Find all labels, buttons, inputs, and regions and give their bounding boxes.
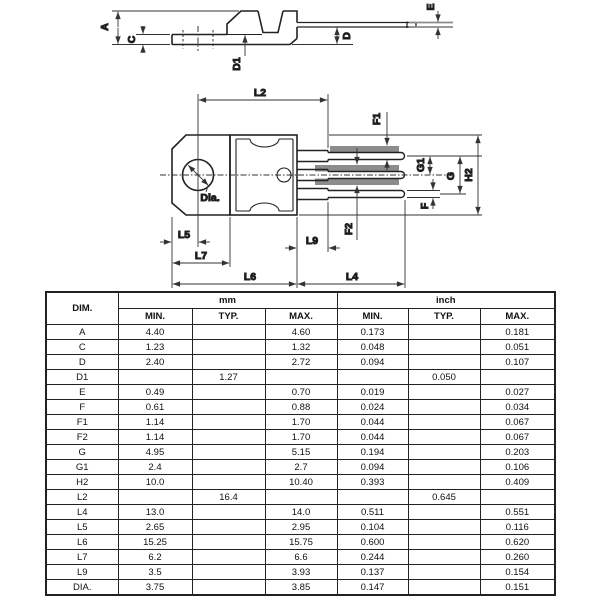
header-dim: DIM.: [46, 292, 118, 325]
dim-cell: A: [46, 325, 118, 340]
inch-typ-cell: [408, 385, 480, 400]
mm-max-cell: 0.88: [265, 400, 337, 415]
dim-label-F1: F1: [370, 112, 383, 126]
dim-label-F2: F2: [342, 222, 355, 236]
dim-label-C: C: [125, 35, 138, 44]
side-extension-lines: [112, 11, 353, 45]
dim-cell: L5: [46, 520, 118, 535]
front-view: [160, 87, 482, 288]
side-lead: [297, 22, 416, 29]
dim-cell: C: [46, 340, 118, 355]
side-dimension-lines: [118, 11, 438, 56]
inch-max-cell: 0.106: [480, 460, 555, 475]
dim-label-G: G: [444, 171, 457, 181]
side-tab: [172, 35, 227, 45]
lead-3: [297, 189, 405, 200]
dim-cell: L4: [46, 505, 118, 520]
mm-min-cell: 3.75: [118, 580, 192, 596]
inch-max-cell: 0.260: [480, 550, 555, 565]
mm-min-cell: 0.61: [118, 400, 192, 415]
mm-min-cell: 2.40: [118, 355, 192, 370]
mm-typ-cell: [192, 340, 265, 355]
dim-label-L6: L6: [243, 271, 257, 283]
mm-min-cell: 10.0: [118, 475, 192, 490]
table-row: [46, 535, 555, 550]
inch-typ-cell: [408, 415, 480, 430]
dim-cell: F1: [46, 415, 118, 430]
inch-typ-cell: [408, 550, 480, 565]
mm-max-cell: 10.40: [265, 475, 337, 490]
dim-label-A: A: [98, 23, 111, 31]
mm-min-cell: 1.14: [118, 430, 192, 445]
inch-min-cell: 0.511: [337, 505, 408, 520]
inch-max-cell: 0.027: [480, 385, 555, 400]
inch-typ-cell: [408, 520, 480, 535]
inch-typ-cell: [408, 535, 480, 550]
mm-min-cell: 15.25: [118, 535, 192, 550]
inch-min-cell: 0.019: [337, 385, 408, 400]
inch-typ-cell: [408, 475, 480, 490]
inch-max-cell: [480, 370, 555, 385]
inch-typ-cell: 0.050: [408, 370, 480, 385]
inch-max-cell: 0.551: [480, 505, 555, 520]
mm-typ-cell: [192, 520, 265, 535]
bottom-cutout: [250, 203, 279, 211]
table-row: [46, 490, 555, 505]
dim-cell: L7: [46, 550, 118, 565]
inch-typ-cell: [408, 580, 480, 596]
inch-max-cell: 0.203: [480, 445, 555, 460]
mm-min-cell: 4.95: [118, 445, 192, 460]
inch-typ-cell: [408, 445, 480, 460]
table-row: [46, 475, 555, 490]
mm-typ-cell: 1.27: [192, 370, 265, 385]
inch-max-cell: [480, 490, 555, 505]
mm-typ-cell: [192, 445, 265, 460]
table-subheader-row: [46, 309, 555, 325]
mm-min-cell: 0.49: [118, 385, 192, 400]
inch-min-cell: 0.044: [337, 415, 408, 430]
inch-min-cell: 0.600: [337, 535, 408, 550]
header-inch-typ: TYP.: [408, 309, 480, 325]
table-row: [46, 430, 555, 445]
dim-label-dia: Dia.: [200, 192, 220, 204]
table-row: [46, 445, 555, 460]
inch-typ-cell: [408, 400, 480, 415]
dim-cell: F: [46, 400, 118, 415]
mm-max-cell: 14.0: [265, 505, 337, 520]
mm-min-cell: 2.4: [118, 460, 192, 475]
mm-typ-cell: [192, 565, 265, 580]
inch-typ-cell: [408, 325, 480, 340]
inch-min-cell: 0.024: [337, 400, 408, 415]
front-extension-lines: [172, 94, 482, 288]
mm-max-cell: 1.32: [265, 340, 337, 355]
inch-max-cell: 0.051: [480, 340, 555, 355]
table-row: [46, 550, 555, 565]
inch-max-cell: 0.067: [480, 430, 555, 445]
mm-min-cell: 4.40: [118, 325, 192, 340]
inch-max-cell: 0.409: [480, 475, 555, 490]
inch-min-cell: 0.173: [337, 325, 408, 340]
dim-label-D1: D1: [230, 57, 243, 71]
mm-min-cell: [118, 370, 192, 385]
mm-max-cell: 0.70: [265, 385, 337, 400]
inch-max-cell: 0.067: [480, 415, 555, 430]
mm-max-cell: 3.93: [265, 565, 337, 580]
dim-cell: G: [46, 445, 118, 460]
inch-min-cell: 0.048: [337, 340, 408, 355]
mm-max-cell: 2.72: [265, 355, 337, 370]
mm-max-cell: 5.15: [265, 445, 337, 460]
mm-min-cell: 6.2: [118, 550, 192, 565]
dim-cell: D1: [46, 370, 118, 385]
inch-min-cell: 0.147: [337, 580, 408, 596]
mm-typ-cell: [192, 535, 265, 550]
inch-max-cell: 0.154: [480, 565, 555, 580]
mm-max-cell: 6.6: [265, 550, 337, 565]
mm-typ-cell: [192, 430, 265, 445]
table-row: [46, 400, 555, 415]
inch-max-cell: 0.151: [480, 580, 555, 596]
inch-min-cell: 0.094: [337, 460, 408, 475]
dim-cell: F2: [46, 430, 118, 445]
header-inch-max: MAX.: [480, 309, 555, 325]
mm-min-cell: 13.0: [118, 505, 192, 520]
dim-cell: G1: [46, 460, 118, 475]
table-row: [46, 370, 555, 385]
table-header-row: [46, 292, 555, 309]
table-row: [46, 340, 555, 355]
mm-max-cell: 1.70: [265, 415, 337, 430]
inch-min-cell: 0.104: [337, 520, 408, 535]
table-row: [46, 505, 555, 520]
dim-cell: H2: [46, 475, 118, 490]
inch-min-cell: 0.393: [337, 475, 408, 490]
dim-cell: L6: [46, 535, 118, 550]
mm-typ-cell: [192, 505, 265, 520]
mm-typ-cell: [192, 325, 265, 340]
side-view: [99, 3, 453, 70]
dim-label-D: D: [340, 32, 353, 40]
table-row: [46, 565, 555, 580]
mm-typ-cell: [192, 550, 265, 565]
dim-label-L9: L9: [305, 235, 319, 247]
mm-typ-cell: [192, 400, 265, 415]
mm-min-cell: 1.14: [118, 415, 192, 430]
dim-label-H2: H2: [462, 168, 475, 182]
dim-label-L2: L2: [253, 87, 267, 99]
mm-min-cell: 1.23: [118, 340, 192, 355]
header-inch-min: MIN.: [337, 309, 408, 325]
mm-typ-cell: 16.4: [192, 490, 265, 505]
package-outline-drawing: [0, 0, 600, 291]
dim-label-G1: G1: [414, 157, 427, 173]
inch-typ-cell: [408, 430, 480, 445]
header-inch: inch: [337, 292, 555, 309]
mm-typ-cell: [192, 475, 265, 490]
inch-max-cell: 0.181: [480, 325, 555, 340]
side-body-notch: [258, 11, 283, 33]
inch-max-cell: 0.116: [480, 520, 555, 535]
mm-typ-cell: [192, 580, 265, 596]
dim-label-L4: L4: [345, 271, 359, 283]
mm-max-cell: [265, 490, 337, 505]
header-mm-typ: TYP.: [192, 309, 265, 325]
dim-label-L5: L5: [177, 229, 191, 241]
dim-cell: D: [46, 355, 118, 370]
mm-min-cell: 2.65: [118, 520, 192, 535]
mm-max-cell: 2.7: [265, 460, 337, 475]
table-row: [46, 325, 555, 340]
dim-label-L7: L7: [194, 250, 208, 262]
mm-min-cell: [118, 490, 192, 505]
mm-typ-cell: [192, 415, 265, 430]
table-row: [46, 580, 555, 596]
inch-min-cell: 0.244: [337, 550, 408, 565]
inch-max-cell: 0.620: [480, 535, 555, 550]
inch-max-cell: 0.107: [480, 355, 555, 370]
inch-min-cell: 0.094: [337, 355, 408, 370]
table-row: [46, 460, 555, 475]
inch-min-cell: 0.137: [337, 565, 408, 580]
diameter-arrow: [198, 175, 209, 186]
dim-label-E: E: [424, 3, 437, 11]
inch-min-cell: [337, 490, 408, 505]
dim-label-F: F: [418, 202, 431, 210]
dim-cell: L2: [46, 490, 118, 505]
mm-typ-cell: [192, 355, 265, 370]
diameter-arrow: [188, 165, 198, 175]
dim-cell: DIA.: [46, 580, 118, 596]
table-row: [46, 385, 555, 400]
header-mm: mm: [118, 292, 337, 309]
table-row: [46, 520, 555, 535]
inch-typ-cell: [408, 460, 480, 475]
inch-typ-cell: [408, 505, 480, 520]
inch-min-cell: [337, 370, 408, 385]
mm-min-cell: 3.5: [118, 565, 192, 580]
mm-max-cell: [265, 370, 337, 385]
top-cutout: [250, 139, 279, 147]
inch-typ-cell: [408, 565, 480, 580]
inch-typ-cell: [408, 355, 480, 370]
dim-cell: L9: [46, 565, 118, 580]
mm-max-cell: 3.85: [265, 580, 337, 596]
header-mm-max: MAX.: [265, 309, 337, 325]
mm-max-cell: 15.75: [265, 535, 337, 550]
mm-max-cell: 2.95: [265, 520, 337, 535]
mm-typ-cell: [192, 385, 265, 400]
inch-typ-cell: [408, 340, 480, 355]
table-row: [46, 355, 555, 370]
inch-min-cell: 0.194: [337, 445, 408, 460]
side-body: [172, 11, 297, 45]
mm-max-cell: 4.60: [265, 325, 337, 340]
dim-cell: E: [46, 385, 118, 400]
header-mm-min: MIN.: [118, 309, 192, 325]
inch-typ-cell: 0.645: [408, 490, 480, 505]
mm-typ-cell: [192, 460, 265, 475]
inch-max-cell: 0.034: [480, 400, 555, 415]
mm-max-cell: 1.70: [265, 430, 337, 445]
inch-min-cell: 0.044: [337, 430, 408, 445]
lead-1: [297, 151, 405, 162]
table-row: [46, 415, 555, 430]
dimensions-table: [45, 291, 556, 596]
